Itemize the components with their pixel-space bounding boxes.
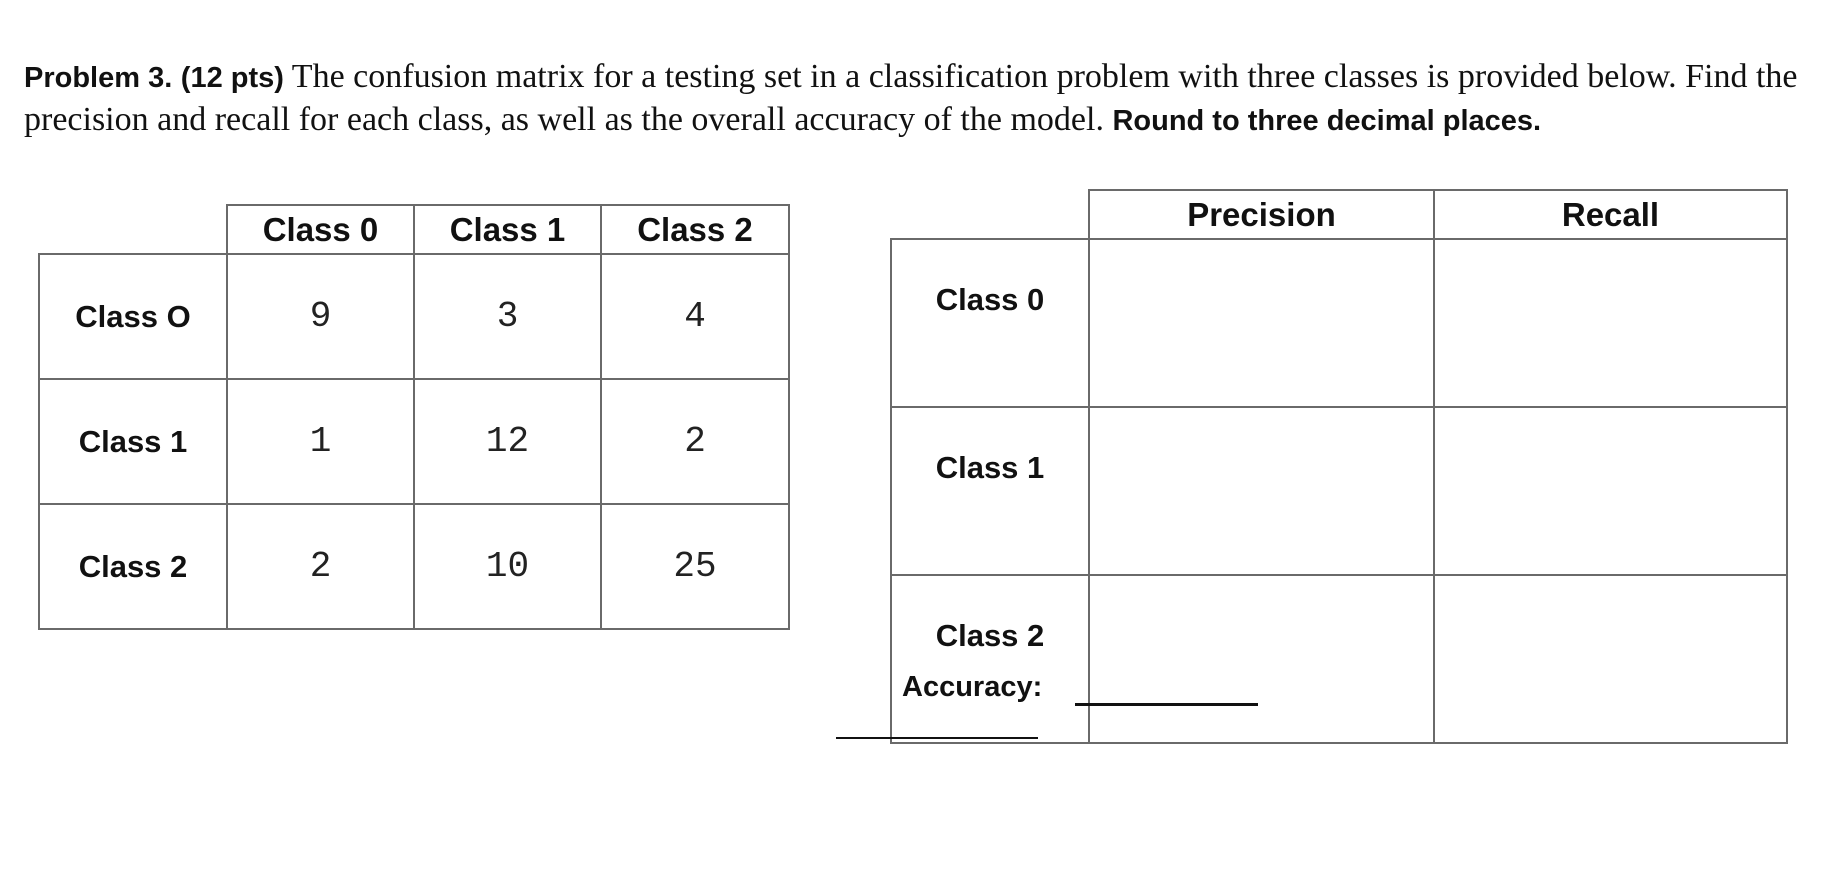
matrix-cell: 3 (414, 254, 601, 379)
accuracy-answer-line[interactable] (1075, 703, 1258, 706)
answer-row (891, 407, 1787, 575)
row-header: Class 1 (39, 379, 227, 504)
precision-answer-cell[interactable] (1089, 239, 1434, 407)
answer-row-header: Class 0 (891, 239, 1089, 407)
column-header: Class 1 (414, 205, 601, 254)
recall-answer-cell[interactable] (1434, 575, 1787, 743)
matrix-cell: 12 (414, 379, 601, 504)
matrix-cell: 4 (601, 254, 789, 379)
matrix-cell: 2 (601, 379, 789, 504)
column-header: Class 2 (601, 205, 789, 254)
recall-answer-cell[interactable] (1434, 239, 1787, 407)
answer-header-row (891, 190, 1787, 239)
matrix-cell: 2 (227, 504, 414, 629)
matrix-cell: 25 (601, 504, 789, 629)
matrix-cell: 10 (414, 504, 601, 629)
column-header: Class 0 (227, 205, 414, 254)
precision-answer-cell[interactable] (1089, 407, 1434, 575)
row-header: Class O (39, 254, 227, 379)
recall-header: Recall (1434, 190, 1787, 239)
confusion-matrix-row (39, 504, 789, 629)
confusion-matrix-row (39, 379, 789, 504)
matrix-cell: 9 (227, 254, 414, 379)
answer-row-header: Class 2 (891, 575, 1089, 743)
answer-header-corner (891, 190, 1089, 239)
problem-label: Problem 3. (24, 62, 173, 94)
answer-table (890, 189, 1788, 744)
confusion-matrix-row (39, 254, 789, 379)
accuracy-label: Accuracy: (902, 671, 1043, 703)
confusion-matrix-header-row (39, 205, 789, 254)
problem-text: The confusion matrix for a testing set in a classification problem with three classes is provided below. Find the precision and recall for each class, as well as the overall accuracy of the model. (24, 58, 1798, 138)
problem-statement (24, 56, 1814, 142)
problem-points: (12 pts) (180, 62, 284, 94)
precision-header: Precision (1089, 190, 1434, 239)
answer-row-header: Class 1 (891, 407, 1089, 575)
precision-answer-cell[interactable] (1089, 575, 1434, 743)
confusion-matrix-table (38, 204, 790, 630)
answer-row (891, 239, 1787, 407)
matrix-cell: 1 (227, 379, 414, 504)
problem-instruction: Round to three decimal places. (1112, 105, 1542, 137)
row-header: Class 2 (39, 504, 227, 629)
header-corner (39, 205, 227, 254)
answer-row (891, 575, 1787, 743)
answer-underline (836, 737, 1038, 739)
recall-answer-cell[interactable] (1434, 407, 1787, 575)
